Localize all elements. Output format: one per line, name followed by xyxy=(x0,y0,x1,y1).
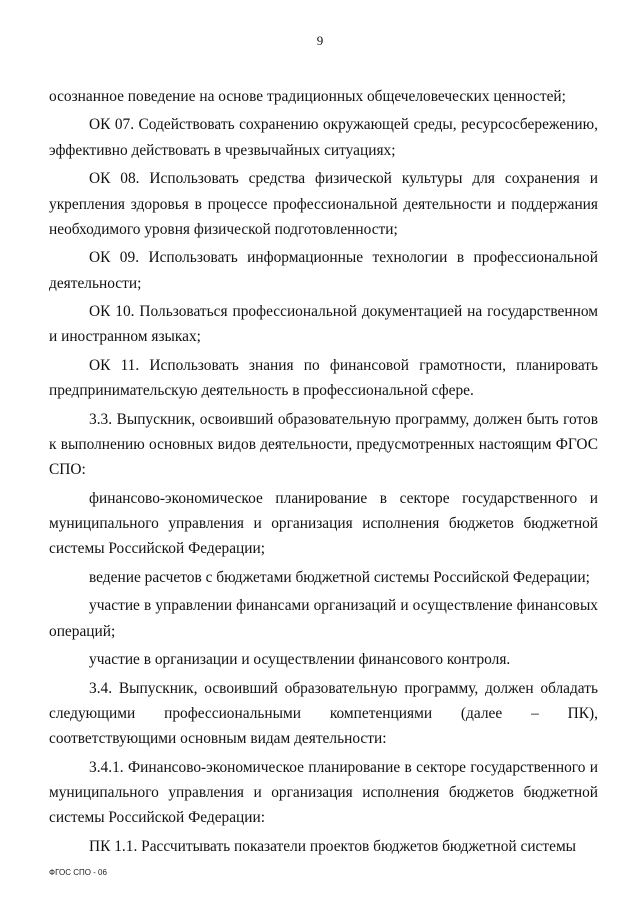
paragraph-ok-08: ОК 08. Использовать средства физической культуры для сохранения и укрепления здоровья в процессе профессиональной деятельности и поддержания необходимого уровня физической подготовленности; xyxy=(49,170,598,238)
paragraph-ok-07: ОК 07. Содействовать сохранению окружающей среды, ресурсосбережению, эффективно действовать в чрезвычайных ситуациях; xyxy=(49,116,598,159)
paragraph-ok-10: ОК 10. Пользоваться профессиональной документацией на государственном и иностранном языках; xyxy=(49,303,598,346)
document-body xyxy=(49,84,598,862)
paragraph-ok-11: ОК 11. Использовать знания по финансовой грамотности, планировать предпринимательскую деятельность в профессиональной сфере. xyxy=(49,356,598,400)
paragraph-ok-09: ОК 09. Использовать информационные технологии в профессиональной деятельности; xyxy=(49,249,598,292)
document-footer: ФГОС СПО - 06 xyxy=(49,868,107,877)
paragraph-3-4: 3.4. Выпускник, освоивший образовательную программу, должен обладать следующими профессиональными компетенциями (далее – ПК), соответствующими основным видам деятельности: xyxy=(49,679,598,748)
paragraph-activity-2: ведение расчетов с бюджетами бюджетной системы Российской Федерации; xyxy=(89,568,590,586)
paragraph-3-3: 3.3. Выпускник, освоивший образовательную программу, должен быть готов к выполнению основных видов деятельности, предусмотренных настоящим ФГОС СПО: xyxy=(49,410,598,479)
paragraph-3-4-1: 3.4.1. Финансово-экономическое планирование в секторе государственного и муниципального управления и организация исполнения бюджетов бюджетной системы Российской Федерации: xyxy=(49,758,598,827)
paragraph-activity-4: участие в организации и осуществлении финансового контроля. xyxy=(89,651,511,669)
page-number: 9 xyxy=(316,33,324,48)
paragraph-continuation: осознанное поведение на основе традиционных общечеловеческих ценностей; xyxy=(49,88,566,105)
paragraph-activity-1: финансово-экономическое планирование в секторе государственного и муниципального управления и организация исполнения бюджетов бюджетной системы Российской Федерации; xyxy=(49,489,598,558)
paragraph-pk-1-1: ПК 1.1. Рассчитывать показатели проектов бюджетов бюджетной системы xyxy=(89,837,577,855)
paragraph-activity-3: участие в управлении финансами организаций и осуществление финансовых операций; xyxy=(49,597,598,640)
